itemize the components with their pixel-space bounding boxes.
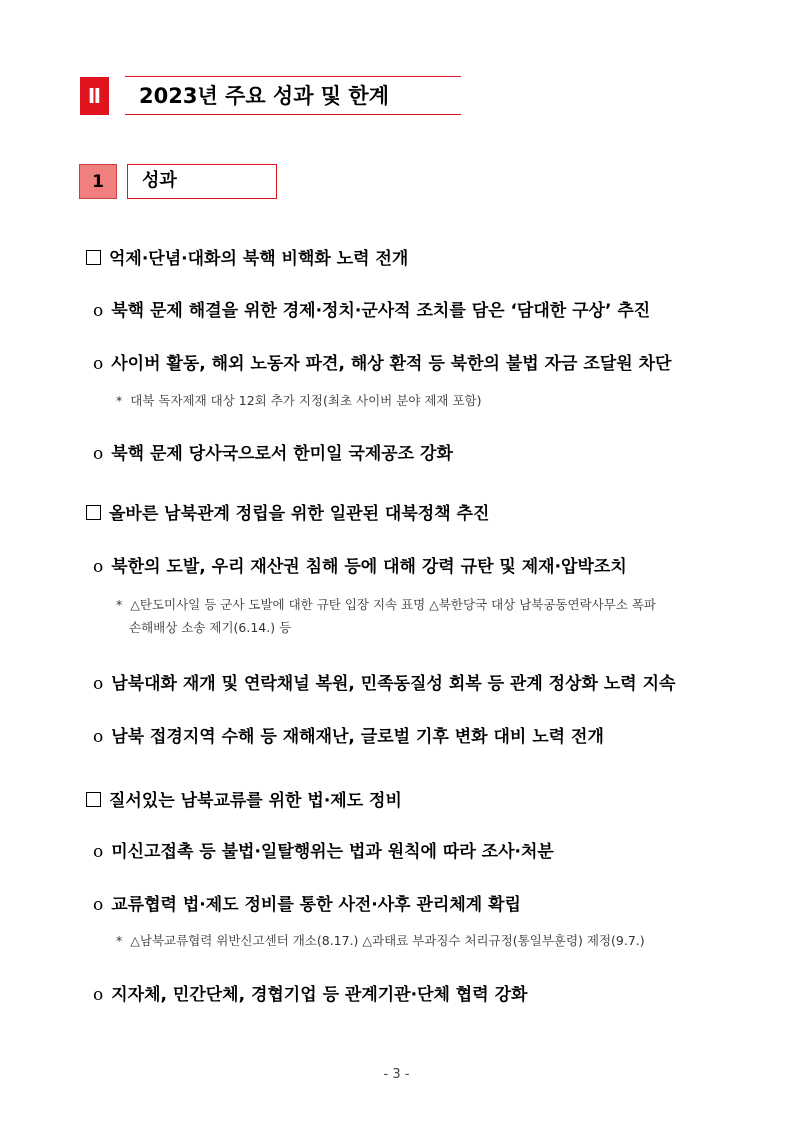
- heading-2: [86, 499, 489, 524]
- bullet-marker-icon: o: [93, 301, 104, 321]
- page-number: - 3 -: [383, 1067, 410, 1082]
- footnote-text: △탄도미사일 등 군사 도발에 대한 규탄 입장 지속 표명 △북한당국 대상 남북공동연락사무소 폭파: [130, 597, 657, 612]
- asterisk-icon: *: [116, 933, 123, 948]
- bullet-item: [93, 890, 521, 915]
- bullet-marker-icon: o: [93, 557, 104, 577]
- asterisk-icon: *: [116, 393, 123, 408]
- heading-text: 억제·단념·대화의 북핵 비핵화 노력 전개: [109, 249, 409, 269]
- bullet-text: 북핵 문제 해결을 위한 경제·정치·군사적 조치를 담은 ‘담대한 구상’ 추진: [111, 301, 651, 321]
- bullet-marker-icon: o: [93, 842, 104, 862]
- bullet-text: 사이버 활동, 해외 노동자 파견, 해상 환적 등 북한의 불법 자금 조달원 차단: [111, 354, 672, 374]
- bullet-item: [93, 980, 527, 1005]
- bullet-item: [93, 296, 650, 321]
- bullet-marker-icon: o: [93, 444, 104, 464]
- section-number-badge: 1: [79, 164, 117, 199]
- chapter-number-badge: Ⅱ: [80, 77, 109, 115]
- checkbox-square-icon: [86, 792, 101, 807]
- bullet-marker-icon: o: [93, 674, 104, 694]
- bullet-item: [93, 552, 627, 577]
- section-title: 성과: [127, 164, 277, 199]
- bullet-marker-icon: o: [93, 985, 104, 1005]
- bullet-text: 지자체, 민간단체, 경협기업 등 관계기관·단체 협력 강화: [111, 985, 528, 1005]
- footnote-text: △남북교류협력 위반신고센터 개소(8.17.) △과태료 부과징수 처리규정(통일부훈령) 제정(9.7.): [130, 933, 645, 948]
- checkbox-square-icon: [86, 505, 101, 520]
- bullet-text: 교류협력 법·제도 정비를 통한 사전·사후 관리체계 확립: [111, 895, 521, 915]
- bullet-text: 미신고접촉 등 불법·일탈행위는 법과 원칙에 따라 조사·처분: [111, 842, 554, 862]
- heading-text: 올바른 남북관계 정립을 위한 일관된 대북정책 추진: [109, 504, 490, 524]
- heading-1: [86, 244, 408, 269]
- footnote-text: 대북 독자제재 대상 12회 추가 지정(최초 사이버 분야 제재 포함): [130, 393, 482, 408]
- asterisk-icon: *: [116, 597, 123, 612]
- bullet-item: [93, 439, 453, 464]
- bullet-marker-icon: o: [93, 354, 104, 374]
- bullet-marker-icon: o: [93, 895, 104, 915]
- footnote: [116, 391, 481, 411]
- footnote-continuation: 손해배상 소송 제기(6.14.) 등: [129, 620, 292, 635]
- bullet-text: 북한의 도발, 우리 재산권 침해 등에 대해 강력 규탄 및 제재·압박조치: [111, 557, 627, 577]
- bullet-marker-icon: o: [93, 727, 104, 747]
- bullet-text: 남북 접경지역 수해 등 재해재난, 글로벌 기후 변화 대비 노력 전개: [111, 727, 604, 747]
- heading-text: 질서있는 남북교류를 위한 법·제도 정비: [109, 791, 402, 811]
- bullet-text: 북핵 문제 당사국으로서 한미일 국제공조 강화: [111, 444, 453, 464]
- bullet-text: 남북대화 재개 및 연락채널 복원, 민족동질성 회복 등 관계 정상화 노력 지속: [111, 674, 676, 694]
- footnote: [116, 931, 645, 951]
- bullet-item: [93, 349, 671, 374]
- checkbox-square-icon: [86, 250, 101, 265]
- heading-3: [86, 786, 402, 811]
- chapter-title: 2023년 주요 성과 및 한계: [125, 76, 461, 115]
- bullet-item: [93, 837, 554, 862]
- bullet-item: [93, 669, 675, 694]
- bullet-item: [93, 722, 604, 747]
- footnote: [116, 595, 656, 615]
